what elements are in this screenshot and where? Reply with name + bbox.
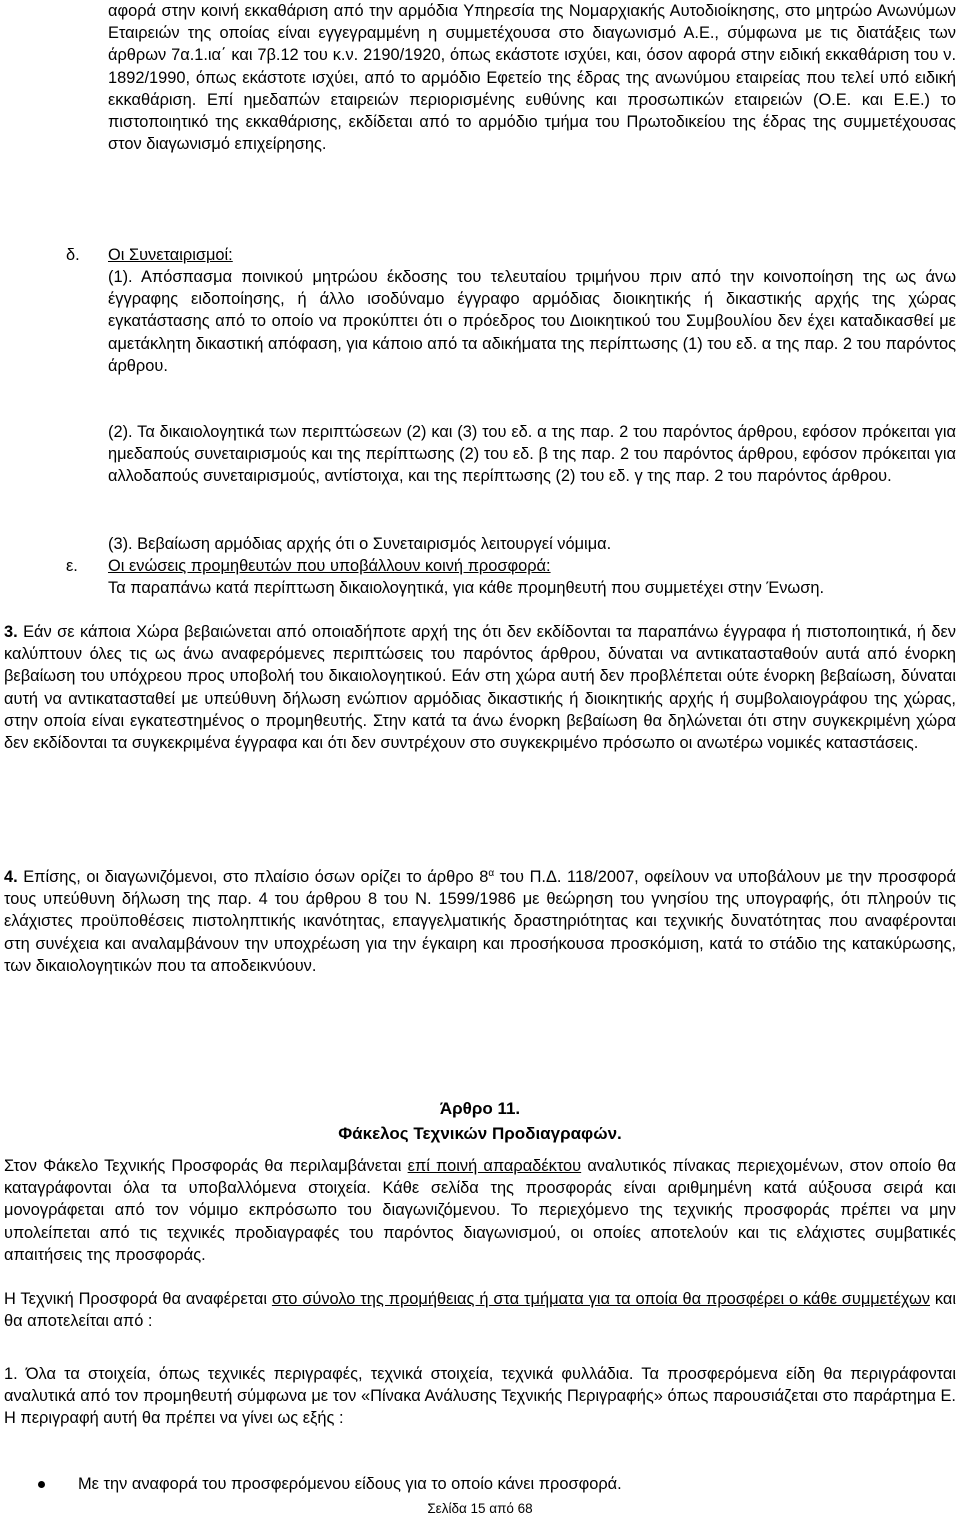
paragraph-3-number: 3. — [4, 623, 18, 641]
article-subtitle: Φάκελος Τεχνικών Προδιαγραφών. — [338, 1124, 622, 1143]
paragraph-4-number: 4. — [4, 868, 18, 886]
section-e-label: ε. — [66, 557, 78, 575]
section-d-heading: Οι Συνεταιρισμοί: — [108, 246, 233, 264]
page-footer: Σελίδα 15 από 68 — [427, 1501, 533, 1516]
section-d-item-1: (1). Απόσπασμα ποινικού μητρώου έκδοσης του τελευταίου τριμήνου πριν από την κοινοποίηση της ως άνω έγγραφης ειδοποίησης, ή άλλο ισοδύναμο έγγραφο αρμόδιας διοικητικής ή δικαστικής αρχής της χώρας εγκατάστασης από το οποίο να προκύπτει ότι ο πρόεδρος του Διοικητικού του Συμβουλίου δεν έχει καταδικασθεί με αμετάκλητη δικαστική απόφαση, για κάποιο από τα αδικήματα της περίπτωσης (1) του εδ. α της παρ. 2 του παρόντος άρθρου. — [108, 268, 956, 375]
bullet-text: Με την αναφορά του προσφερόμενου είδους για το οποίο κάνει προσφορά. — [78, 1475, 622, 1493]
article-paragraph-1 — [0, 1155, 960, 1266]
paragraph-3 — [0, 621, 960, 754]
article-paragraph-2-b: και θα αποτελείται από : — [4, 1290, 956, 1331]
section-d-label: δ. — [66, 246, 80, 264]
article-paragraph-1-underlined: επί ποινή απαραδέκτου — [407, 1157, 582, 1175]
article-paragraph-1-b: αναλυτικός πίνακας περιεχομένων, στον οποίο θα καταγράφονται όλα τα υποβαλλόμενα στοιχεία. Κάθε σελίδα της προσφοράς είναι αριθμημένη κατά αύξουσα σειρά και μονογράφεται από τον νόμιμο εκπρόσωπο του διαγωνιζόμενου. Το περιεχόμενο της τεχνικής προσφοράς πρέπει να μην υπολείπεται από τις τεχνικές προδιαγραφές του παρόντος διαγωνισμού, οι οποίες αποτελούν και τις ελάχιστες συμβατικές απαιτήσεις της προσφοράς. — [4, 1157, 957, 1264]
section-d — [0, 244, 960, 266]
section-e-text: Τα παραπάνω κατά περίπτωση δικαιολογητικά, για κάθε προμηθευτή που συμμετέχει στην Ένωση. — [108, 579, 825, 597]
bullet-icon — [38, 1481, 45, 1488]
paragraph-4-superscript: α — [488, 868, 495, 879]
continuation-paragraph: αφορά στην κοινή εκκαθάριση από την αρμόδια Υπηρεσία της Νομαρχιακής Αυτοδιοίκησης, στο μητρώο Ανωνύμων Εταιρειών της οποίας είναι εγγεγραμμένη η συμμετέχουσα στο διαγωνισμό Α.Ε., σύμφωνα με τις διατάξεις των άρθρων 7α.1.ια΄ και 7β.12 του κ.ν. 2190/1920, όπως εκάστοτε ισχύει, και, όσον αφορά στην ειδική εκκαθάριση του ν. 1892/1990, όπως εκάστοτε ισχύει, από το αρμόδιο Εφετείο της έδρας της ανωνύμου εταιρείας που τελεί υπό ειδική εκκαθάριση. Επί ημεδαπών εταιρειών περιορισμένης ευθύνης και προσωπικών εταιρειών (Ο.Ε. και Ε.Ε.) το πιστοποιητικό της εκκαθάρισης, εκδίδεται από το αρμόδιο τμήμα του Πρωτοδικείου της έδρας της συμμετέχουσας στον διαγωνισμό επιχείρησης. — [108, 2, 956, 154]
paragraph-3-text: Εάν σε κάποια Χώρα βεβαιώνεται από οποιαδήποτε αρχή της ότι δεν εκδίδονται τα παραπάνω έγγραφα ή πιστοποιητικά, ή δεν καλύπτουν όλες τις ως άνω αναφερόμενες περιπτώσεις του παρόντος άρθρου, δύναται να αντικατασταθούν αυτά από ένορκη βεβαίωση του υπόχρεου προς υποβολή του δικαιολογητικού. Εάν στη χώρα αυτή δεν προβλέπεται ούτε ένορκη βεβαίωση, δύναται αυτή να αντικατασταθεί με υπεύθυνη δήλωση ενώπιον αρμόδιας δικαστικής ή διοικητικής αρχής ή συμβολαιογράφου της χώρας, στην οποία είναι εγκατεστημένος ο προμηθευτής. Στην κατά τα άνω ένορκη βεβαίωση θα δηλώνεται ότι στην συγκεκριμένη χώρα δεν εκδίδονται τα συγκεκριμένα έγγραφα και ότι δεν συντρέχουν στο συγκεκριμένο πρόσωπο οι ανωτέρω νομικές καταστάσεις. — [4, 623, 956, 753]
article-title: Άρθρο 11. — [439, 1099, 521, 1118]
section-e — [0, 555, 960, 577]
article-paragraph-3: 1. Όλα τα στοιχεία, όπως τεχνικές περιγραφές, τεχνικά στοιχεία, τεχνικά φυλλάδια. Τα προσφερόμενα είδη θα περιγράφονται αναλυτικά από τον προμηθευτή σύμφωνα με τον «Πίνακα Ανάλυσης Τεχνικής Περιγραφής» όπως παρουσιάζεται στο παράρτημα Ε. Η περιγραφή αυτή θα πρέπει να γίνει ως εξής : — [4, 1365, 956, 1428]
paragraph-4 — [0, 866, 960, 977]
article-paragraph-1-a: Στον Φάκελο Τεχνικής Προσφοράς θα περιλαμβάνεται — [4, 1157, 408, 1175]
bullet-item — [4, 1473, 954, 1495]
article-paragraph-2-underlined: στο σύνολο της προμήθειας ή στα τμήματα για τα οποία θα προσφέρει ο κάθε συμμετέχων — [271, 1290, 930, 1308]
article-paragraph-2 — [0, 1288, 960, 1332]
section-e-heading: Οι ενώσεις προμηθευτών που υποβάλλουν κοινή προσφορά: — [108, 557, 551, 575]
article-paragraph-2-a: Η Τεχνική Προσφορά θα αναφέρεται — [4, 1290, 272, 1308]
section-d-item-2: (2). Τα δικαιολογητικά των περιπτώσεων (2) και (3) του εδ. α της παρ. 2 του παρόντος άρθρου, εφόσον πρόκειται για ημεδαπούς συνεταιρισμούς και της περίπτωσης (2) του εδ. β της παρ. 2 του παρόντος άρθρου, εφόσον πρόκειται για αλλοδαπούς συνεταιρισμούς, αντίστοιχα, και της περίπτωσης (2) του εδ. γ της παρ. 2 του παρόντος άρθρου. — [108, 423, 956, 486]
section-d-item-3: (3). Βεβαίωση αρμόδιας αρχής ότι ο Συνεταιρισμός λειτουργεί νόμιμα. — [108, 535, 612, 553]
paragraph-4-text-after: του Π.Δ. 118/2007, οφείλουν να υποβάλουν με την προσφορά τους υπεύθυνη δήλωση της παρ. 4 του άρθρου 8 του Ν. 1599/1986 με θεώρηση του γνησίου της υπογραφής, ότι πληρούν τις ελάχιστες προϋποθέσεις πιστοληπτικής ικανότητας, επαγγελματικής δραστηριότητας και τεχνικής δυνατότητας που αναφέρονται στη συνέχεια και αναλαμβάνουν την υποχρέωση για την έγκαιρη και προσήκουσα προσκόμιση, κατά το στάδιο της κατακύρωσης, των δικαιολογητικών που τα αποδεικνύουν. — [4, 868, 956, 975]
paragraph-4-text-before: Επίσης, οι διαγωνιζόμενοι, στο πλαίσιο όσων ορίζει το άρθρο 8 — [23, 868, 489, 886]
